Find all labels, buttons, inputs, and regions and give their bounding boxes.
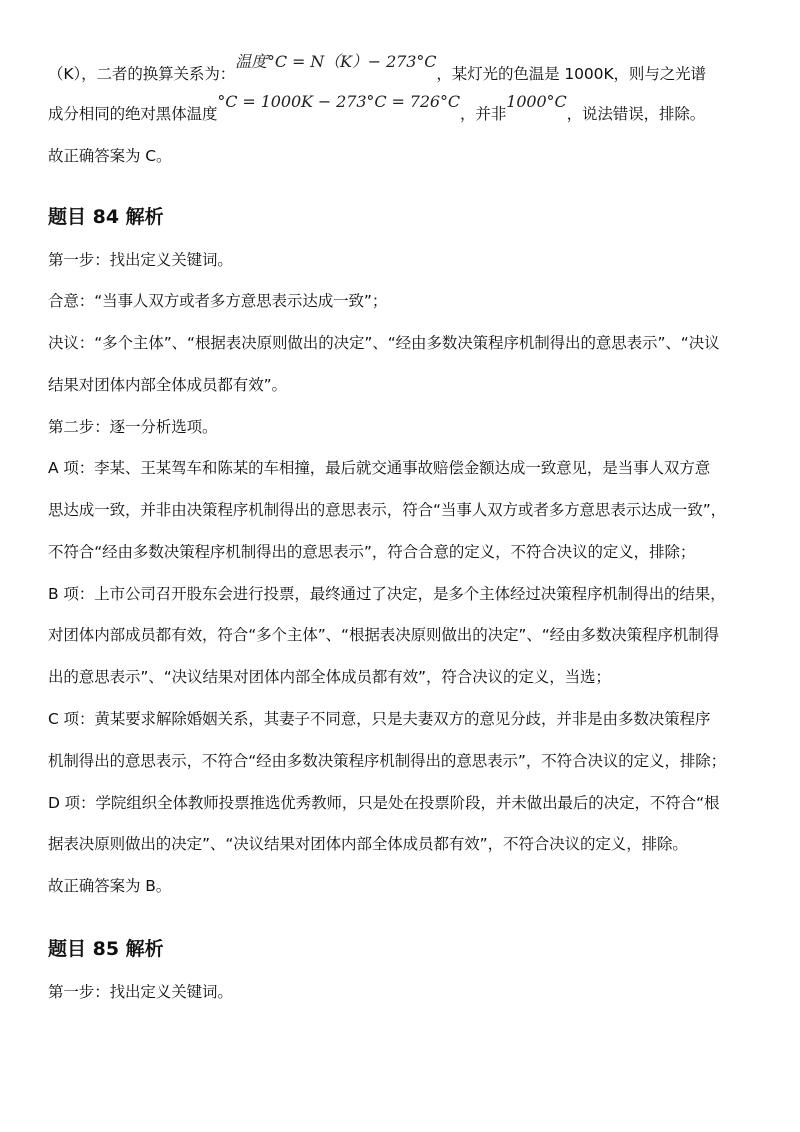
- text-segment: ，说法错误，排除。: [566, 105, 706, 123]
- section-heading-q84: 题目 84 解析: [48, 206, 164, 228]
- text-segment: 成分相同的绝对黑体温度: [48, 105, 218, 123]
- text-segment: （K），二者的换算关系为：: [48, 65, 236, 83]
- q84-line: 据表决原则做出的决定”、“决议结果对团体内部全体成员都有效”，不符合决议的定义，排除。: [48, 835, 688, 853]
- q84-line: 结果对团体内部全体成员都有效”。: [48, 376, 287, 394]
- q84-line: 对团体内部成员都有效，符合“多个主体”、“根据表决原则做出的决定”、“经由多数决策程序机制得: [48, 626, 720, 644]
- formula-1000c: 1000°C: [506, 92, 567, 111]
- q84-line: 机制得出的意思表示，不符合“经由多数决策程序机制得出的意思表示”，不符合决议的定义，排除；: [48, 752, 727, 770]
- text-line-2: [48, 92, 706, 126]
- q84-line: B 项：上市公司召开股东会进行投票，最终通过了决定，是多个主体经过决策程序机制得出的结果，: [48, 585, 726, 603]
- q84-line: D 项：学院组织全体教师投票推选优秀教师，只是处在投票阶段，并未做出最后的决定，不符合“根: [48, 794, 720, 812]
- formula-blackbody-temp: °C = 1000K − 273°C = 726°C: [217, 92, 461, 111]
- answer-line-b: 故正确答案为 B。: [48, 877, 172, 895]
- section-heading-q85: 题目 85 解析: [48, 938, 164, 960]
- q84-line: 决议：“多个主体”、“根据表决原则做出的决定”、“经由多数决策程序机制得出的意思表示”、“决议: [48, 334, 720, 352]
- q84-line: 第一步：找出定义关键词。: [48, 251, 233, 269]
- q84-line: 出的意思表示”、“决议结果对团体内部全体成员都有效”，符合决议的定义，当选；: [48, 668, 611, 686]
- text-segment: ，某灯光的色温是 1000K，则与之光谱: [436, 65, 706, 83]
- q84-line: C 项：黄某要求解除婚姻关系，其妻子不同意，只是夫妻双方的意见分歧，并非是由多数决策程序: [48, 710, 711, 728]
- q84-line: 合意：“当事人双方或者多方意思表示达成一致”；: [48, 292, 388, 310]
- formula-conversion: 温度°C = N（K）− 273°C: [235, 52, 437, 71]
- q84-line: 思达成一致，并非由决策程序机制得出的意思表示，符合“当事人双方或者多方意思表示达成一致”，: [48, 501, 727, 519]
- text-line-1: [48, 52, 706, 86]
- answer-line-c: 故正确答案为 C。: [48, 147, 172, 165]
- text-segment: ，并非: [460, 105, 507, 123]
- q84-line: 不符合“经由多数决策程序机制得出的意思表示”，符合合意的定义，不符合决议的定义，排除；: [48, 543, 696, 561]
- q84-line: A 项：李某、王某驾车和陈某的车相撞，最后就交通事故赔偿金额达成一致意见，是当事人双方意: [48, 459, 711, 477]
- q84-line: 第二步：逐一分析选项。: [48, 418, 218, 436]
- q85-line: 第一步：找出定义关键词。: [48, 983, 233, 1001]
